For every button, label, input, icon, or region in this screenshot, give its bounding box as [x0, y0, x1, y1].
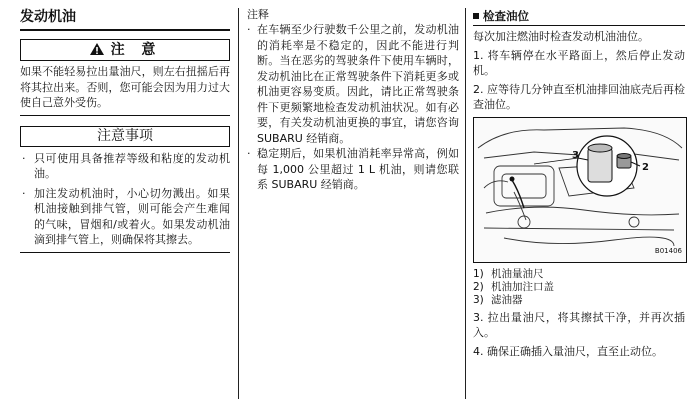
note-item: · 稳定期后，如果机油消耗率异常高，例如每 1,000 公里超过 1 L 机油，则请您联系 SUBARU 经销商。	[247, 146, 459, 193]
left-column	[20, 8, 230, 253]
note-item: · 在车辆至少行驶数千公里之前，发动机油的消耗率是不稳定的，因此不能进行判断。当在恶劣的驾驶条件下使用车辆时，发动机油比在正常驾驶条件下消耗更多或机油更容易变质。因此，请比正常驾驶条件下更频繁地检查发动机油状况。如有必要，有关发动机油更换的事宜，请您咨询SUBARU 经销商。	[247, 22, 459, 146]
step-3: 3. 拉出量油尺，将其擦拭干净，并再次插入。	[473, 310, 685, 339]
right-column	[473, 8, 685, 359]
engine-bay-figure	[473, 117, 687, 263]
intro-text: 每次加注燃油时检查发动机油油位。	[473, 30, 649, 43]
caution-item: · 加注发动机油时，小心切勿溅出。如果机油接触到排气管，则可能会产生难闻的气味，冒烟和/或着火。如果发动机油滴到排气管上，则确保将其擦去。	[20, 186, 230, 248]
column-divider-right	[465, 8, 466, 399]
step-2: 2. 应等待几分钟直至机油排回油底壳后再检查油位。	[473, 82, 685, 111]
column-divider-left	[238, 8, 239, 399]
callout-2: 2	[642, 161, 649, 173]
note-title: 注释	[247, 8, 269, 21]
subsection-heading: 检查油位	[473, 8, 685, 26]
legend-item: 3) 滤油器	[473, 293, 523, 306]
warning-header	[20, 39, 230, 61]
callout-3: 3	[572, 149, 579, 161]
square-bullet-icon	[473, 13, 479, 19]
figure-legend	[473, 268, 685, 307]
caution-item: · 只可使用具备推荐等级和粘度的发动机油。	[20, 151, 230, 182]
warning-triangle-icon	[89, 42, 105, 62]
engine-bay-illustration	[474, 118, 686, 262]
figure-code: B01406	[654, 247, 682, 255]
step-4: 4. 确保正确插入量油尺，直至止动位。	[473, 344, 663, 358]
warning-text: 如果不能轻易拉出量油尺，则左右扭摇后再将其拉出来。否则，您可能会因为用力过大使自己意外受伤。	[20, 64, 230, 116]
caution-title: 注意事项	[20, 126, 230, 147]
step-1: 1. 将车辆停在水平路面上，然后停止发动机。	[473, 48, 685, 77]
middle-column	[247, 8, 459, 193]
warning-title: 注 意	[110, 42, 162, 58]
legend-item: 2) 机油加注口盖	[473, 280, 554, 293]
section-title: 发动机油	[20, 8, 230, 31]
legend-item: 1) 机油量油尺	[473, 267, 544, 280]
caution-list	[20, 151, 230, 253]
